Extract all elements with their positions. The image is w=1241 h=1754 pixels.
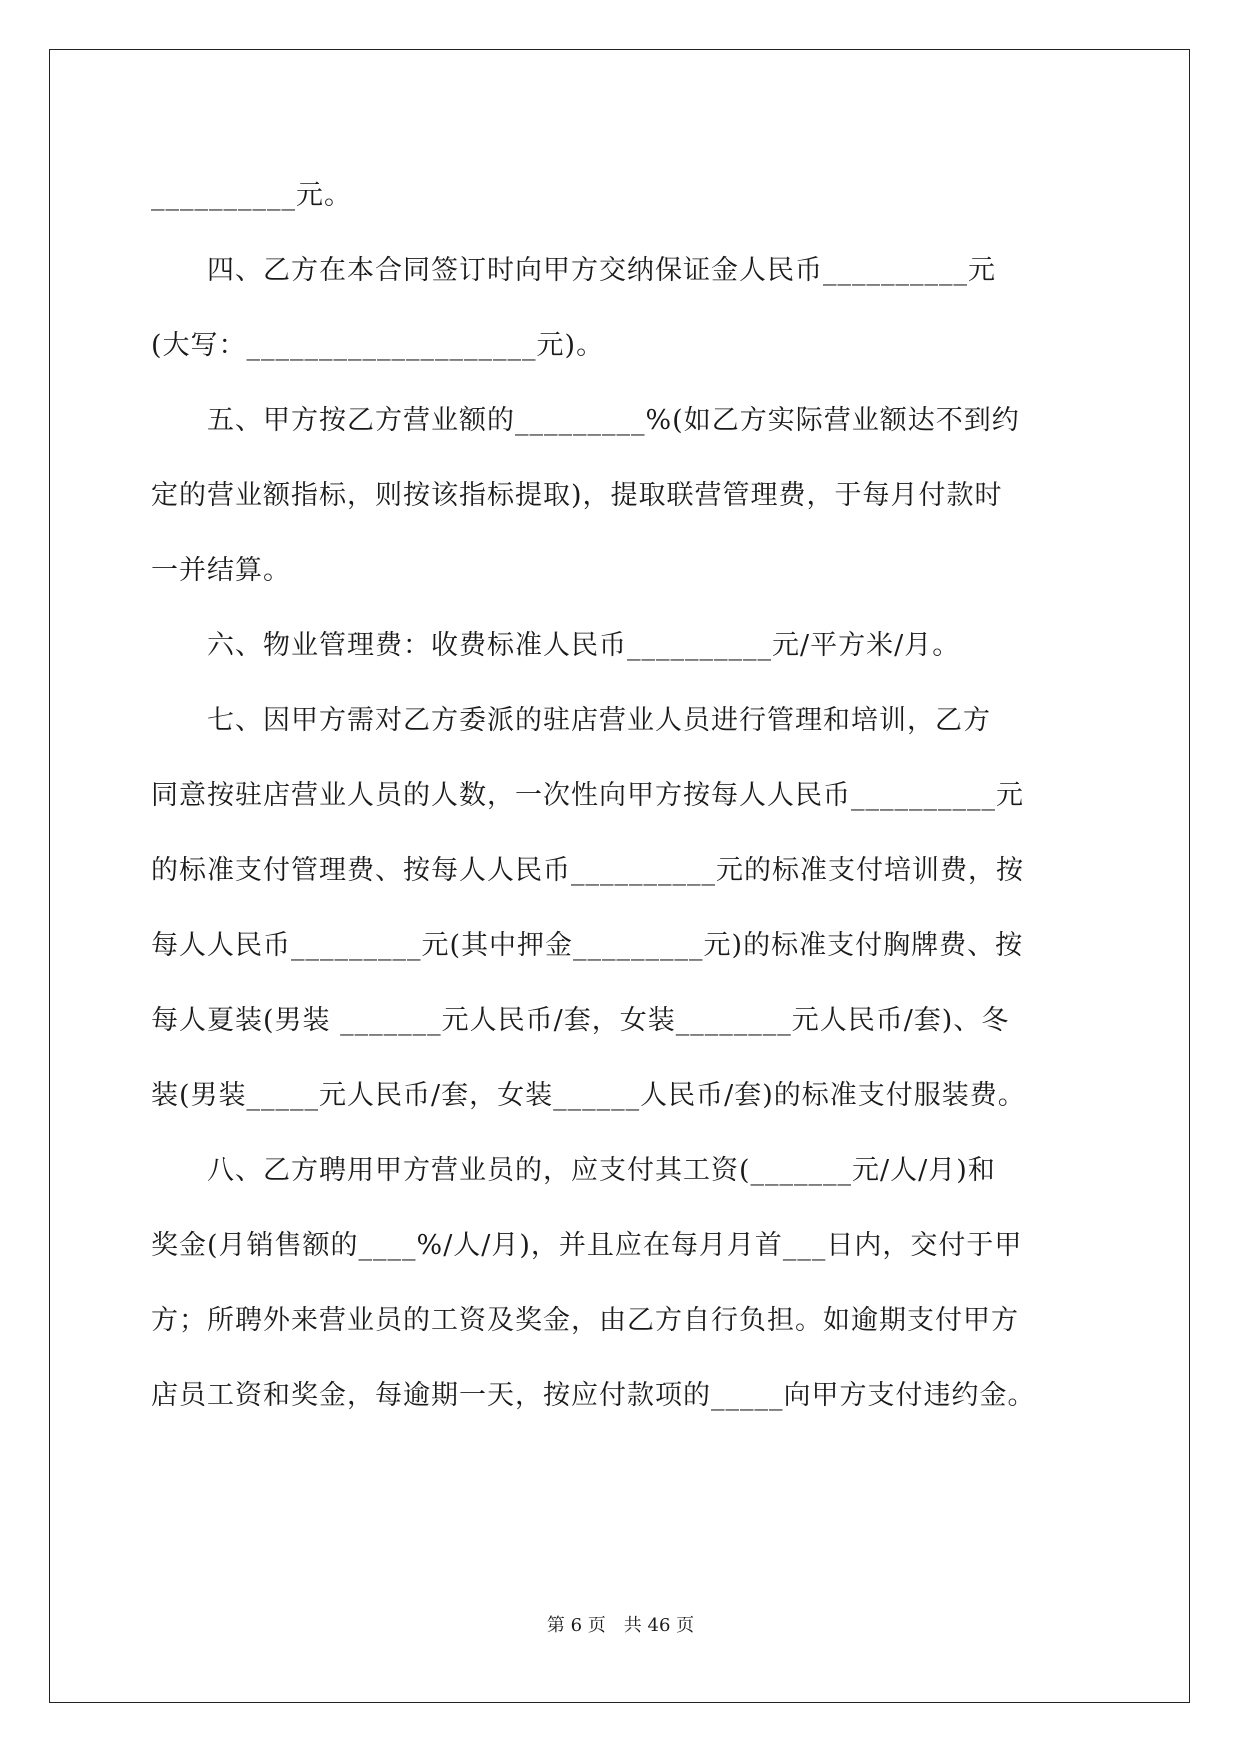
body-text-line: __________元。: [151, 180, 352, 211]
body-text-line: 八、乙方聘用甲方营业员的，应支付其工资(_______元/人/月)和: [151, 1155, 996, 1186]
page-number-footer: 第 6 页 共 46 页: [546, 1615, 695, 1636]
body-text-line: 同意按驻店营业人员的人数，一次性向甲方按每人人民币__________元: [151, 780, 1024, 811]
body-text-line: 七、因甲方需对乙方委派的驻店营业人员进行管理和培训，乙方: [151, 705, 991, 736]
body-text-line: (大写：____________________元)。: [151, 330, 605, 361]
body-text-line: 店员工资和奖金，每逾期一天，按应付款项的_____向甲方支付违约金。: [151, 1380, 1036, 1411]
body-text-line: 定的营业额指标，则按该指标提取)，提取联营管理费，于每月付款时: [151, 480, 1003, 511]
body-text-line: 方；所聘外来营业员的工资及奖金，由乙方自行负担。如逾期支付甲方: [151, 1305, 1019, 1336]
body-text-line: 的标准支付管理费、按每人人民币__________元的标准支付培训费，按: [151, 855, 1024, 886]
body-text-line: 每人人民币_________元(其中押金_________元)的标准支付胸牌费、按: [151, 930, 1024, 961]
body-text-line: 装(男装_____元人民币/套，女装______人民币/套)的标准支付服装费。: [151, 1080, 1026, 1111]
body-text-line: 六、物业管理费：收费标准人民币__________元/平方米/月。: [151, 630, 961, 661]
body-text-line: 四、乙方在本合同签订时向甲方交纳保证金人民币__________元: [151, 255, 996, 286]
body-text-line: 五、甲方按乙方营业额的_________%(如乙方实际营业额达不到约: [151, 405, 1020, 436]
body-text-line: 每人夏装(男装 _______元人民币/套，女装________元人民币/套)、冬: [151, 1005, 1010, 1036]
body-text-line: 奖金(月销售额的____%/人/月)，并且应在每月月首___日内，交付于甲: [151, 1230, 1023, 1261]
body-text-line: 一并结算。: [151, 555, 291, 586]
